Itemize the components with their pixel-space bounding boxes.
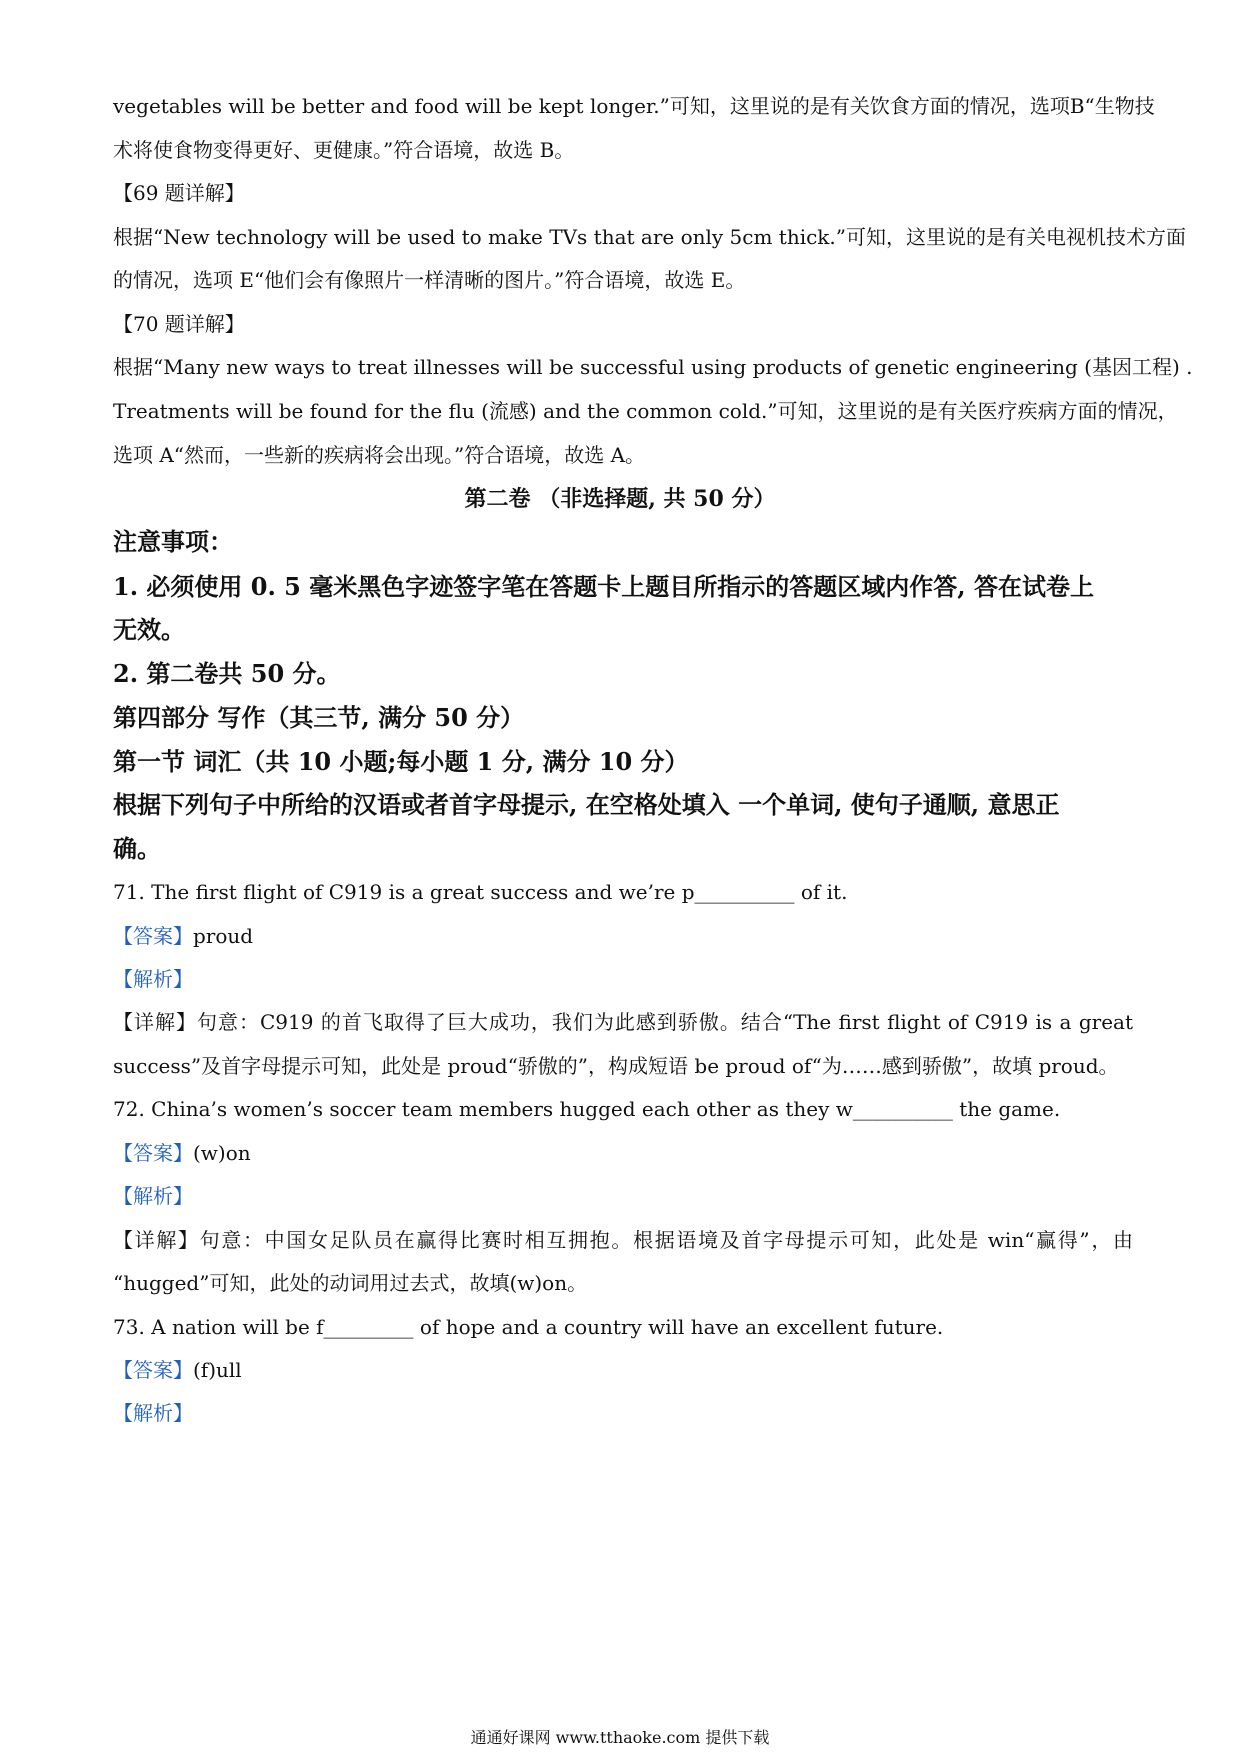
rule-1-line-1: 1. 必须使用 0. 5 毫米黑色字迹签字笔在答题卡上题目所指示的答题区域内作答, 答在试卷上: [113, 572, 1094, 601]
notice-label: 注意事项：: [113, 527, 233, 556]
part4-heading: 第四部分 写作（其三节, 满分 50 分）: [113, 703, 525, 732]
q73-stem: 73. A nation will be f_________ of hope and a country will have an excellent future.: [113, 1315, 944, 1339]
instruction-line-2: 确。: [113, 834, 161, 863]
q68-explanation-line-1: vegetables will be better and food will be kept longer.”可知，这里说的是有关饮食方面的情况，选项B“生物技: [113, 94, 1155, 118]
q71-answer-row: [113, 921, 1133, 951]
q71-answer: proud: [193, 924, 254, 948]
answer-tag: 【答案】: [113, 924, 193, 948]
section1-heading: 第一节 词汇（共 10 小题;每小题 1 分, 满分 10 分）: [113, 747, 689, 776]
q69-explanation-line-2: 的情况，选项 E“他们会有像照片一样清晰的图片。”符合语境，故选 E。: [113, 268, 746, 292]
q69-explanation-line-1: 根据“New technology will be used to make TVs that are only 5cm thick.”可知，这里说的是有关电视机技术方面: [113, 225, 1187, 249]
instruction-line-1: 根据下列句子中所给的汉语或者首字母提示, 在空格处填入 一个单词, 使句子通顺, 意思正: [113, 790, 1060, 819]
q70-header: 【70 题详解】: [113, 312, 245, 336]
q73-answer: (f)ull: [193, 1358, 242, 1382]
q71-detail-line-1: 【详解】句意：C919 的首飞取得了巨大成功，我们为此感到骄傲。结合“The first flight of C919 is a great: [113, 1010, 1133, 1034]
q69-header: 【69 题详解】: [113, 181, 245, 205]
q70-explanation-line-1: 根据“Many new ways to treat illnesses will be successful using products of genetic engineering (基因工程) .: [113, 355, 1193, 379]
q71-stem: 71. The first flight of C919 is a great success and we’re p__________ of it.: [113, 880, 848, 904]
q71-analysis-tag: 【解析】: [113, 967, 193, 991]
answer-tag: 【答案】: [113, 1358, 193, 1382]
q73-answer-row: [113, 1355, 1133, 1385]
section2-title: 第二卷 （非选择题, 共 50 分）: [464, 486, 776, 512]
rule-2: 2. 第二卷共 50 分。: [113, 659, 341, 688]
q72-answer: (w)on: [193, 1141, 251, 1165]
q72-answer-row: [113, 1138, 1133, 1168]
page-footer: 通通好课网 www.tthaoke.com 提供下载: [470, 1728, 770, 1747]
rule-1-line-2: 无效。: [113, 615, 185, 644]
answer-tag: 【答案】: [113, 1141, 193, 1165]
q71-detail-line-2: success”及首字母提示可知，此处是 proud“骄傲的”，构成短语 be proud of“为……感到骄傲”，故填 proud。: [113, 1054, 1119, 1078]
q73-analysis-tag: 【解析】: [113, 1401, 193, 1425]
q72-detail-line-2: “hugged”可知，此处的动词用过去式，故填(w)on。: [113, 1271, 588, 1295]
q68-explanation-line-2: 术将使食物变得更好、更健康。”符合语境，故选 B。: [113, 138, 575, 162]
q72-detail-line-1: 【详解】句意：中国女足队员在赢得比赛时相互拥抱。根据语境及首字母提示可知，此处是 win“赢得”，由: [113, 1228, 1133, 1252]
q70-explanation-line-3: 选项 A“然而，一些新的疾病将会出现。”符合语境，故选 A。: [113, 443, 646, 467]
q72-stem: 72. China’s women’s soccer team members hugged each other as they w__________ the game.: [113, 1097, 1061, 1121]
q70-explanation-line-2: Treatments will be found for the flu (流感) and the common cold.”可知，这里说的是有关医疗疾病方面的情况，: [113, 399, 1178, 423]
q72-analysis-tag: 【解析】: [113, 1184, 193, 1208]
